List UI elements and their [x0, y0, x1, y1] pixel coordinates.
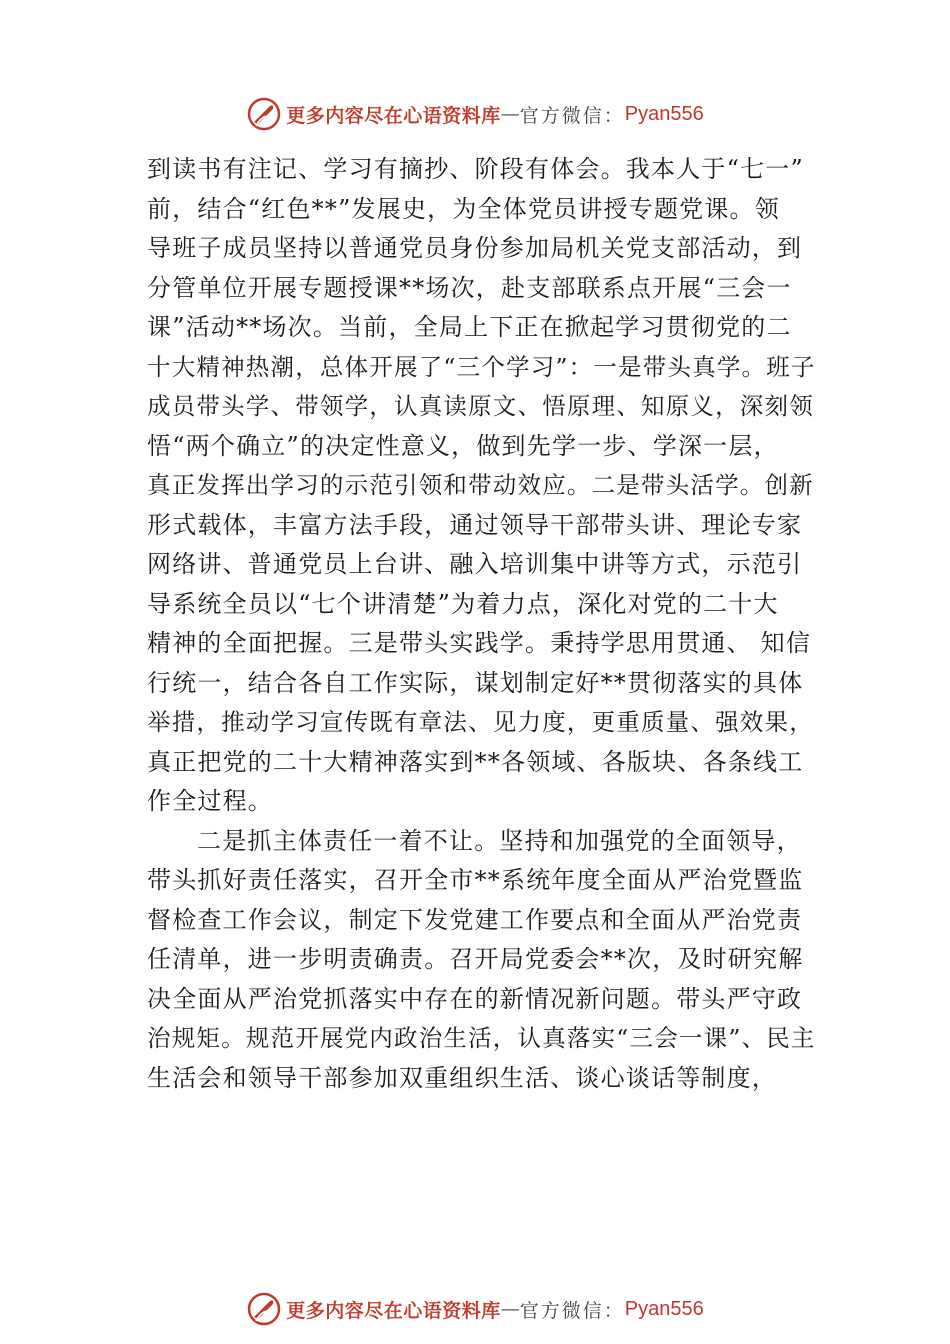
banner-wechat-id: Pyan556 — [624, 1297, 704, 1320]
text-line: 生活会和领导干部参加双重组织生活、谈心谈话等制度， — [147, 1063, 777, 1092]
text-line: 悟“两个确立”的决定性意义，做到先学一步、学深一层， — [147, 431, 779, 460]
footer-watermark-banner — [0, 1289, 950, 1329]
text-line: 举措，推动学习宣传既有章法、见力度，更重质量、强效果， — [147, 708, 814, 736]
text-line: 治规矩。规范开展党内政治生活，认真落实“三会一课”、民主 — [147, 1024, 816, 1052]
text-line: 课”活动**场次。当前，全局上下正在掀起学习贯彻党的二 — [147, 313, 792, 341]
text-line: 决全面从严治党抓落实中存在的新情况新问题。带头严守政 — [147, 984, 803, 1013]
text-line: 带头抓好责任落实，召开全市**系统年度全面从严治党暨监 — [147, 866, 804, 894]
paragraph — [147, 150, 817, 822]
paragraph — [147, 822, 817, 1099]
text-line: 到读书有注记、学习有摘抄、阶段有体会。我本人于“七一” — [147, 155, 804, 183]
text-line: 前，结合“红色**”发展史，为全体党员讲授专题党课。领 — [147, 194, 780, 223]
banner-dash: — — [500, 103, 520, 125]
text-line: 作全过程。 — [147, 787, 273, 815]
text-line: 真正把党的二十大精神落实到**各领域、各版块、各条线工 — [147, 747, 804, 776]
text-line: 导系统全员以“七个讲清楚”为着力点，深化对党的二十大 — [147, 589, 779, 618]
text-line: 精神的全面把握。三是带头实践学。秉持学思用贯通、 知信 — [147, 629, 812, 657]
text-line: 真正发挥出学习的示范引领和带动效应。二是带头活学。创新 — [147, 471, 814, 499]
text-line: 十大精神热潮，总体开展了“三个学习”：一是带头真学。班子 — [147, 352, 816, 381]
document-body — [147, 150, 817, 1098]
text-line: 行统一，结合各自工作实际，谋划制定好**贯彻落实的具体 — [147, 668, 804, 697]
text-line: 成员带头学、带领学，认真读原文、悟原理、知原义，深刻领 — [147, 392, 814, 420]
banner-main-text: 更多内容尽在心语资料库 — [286, 1299, 501, 1322]
quill-logo-icon — [246, 1291, 282, 1327]
banner-sub-text: 官方微信： — [519, 1299, 625, 1322]
banner-dash: — — [500, 1298, 520, 1320]
banner-wechat-id: Pyan556 — [624, 102, 704, 125]
text-line: 导班子成员坚持以普通党员身份参加局机关党支部活动，到 — [147, 234, 803, 262]
text-line: 形式载体，丰富方法手段，通过领导干部带头讲、理论专家 — [147, 510, 803, 539]
text-line: 二是抓主体责任一着不让。坚持和加强党的全面领导， — [197, 826, 802, 855]
banner-sub-text: 官方微信： — [519, 104, 625, 127]
header-watermark-banner — [0, 94, 950, 134]
text-line: 分管单位开展专题授课**场次，赴支部联系点开展“三会一 — [147, 273, 792, 302]
text-line: 网络讲、普通党员上台讲、融入培训集中讲等方式，示范引 — [147, 550, 803, 578]
text-line: 督检查工作会议，制定下发党建工作要点和全面从严治党责 — [147, 905, 803, 934]
quill-logo-icon — [246, 96, 282, 132]
text-line: 任清单，进一步明责确责。召开局党委会**次，及时研究解 — [147, 945, 804, 973]
banner-main-text: 更多内容尽在心语资料库 — [286, 104, 501, 127]
